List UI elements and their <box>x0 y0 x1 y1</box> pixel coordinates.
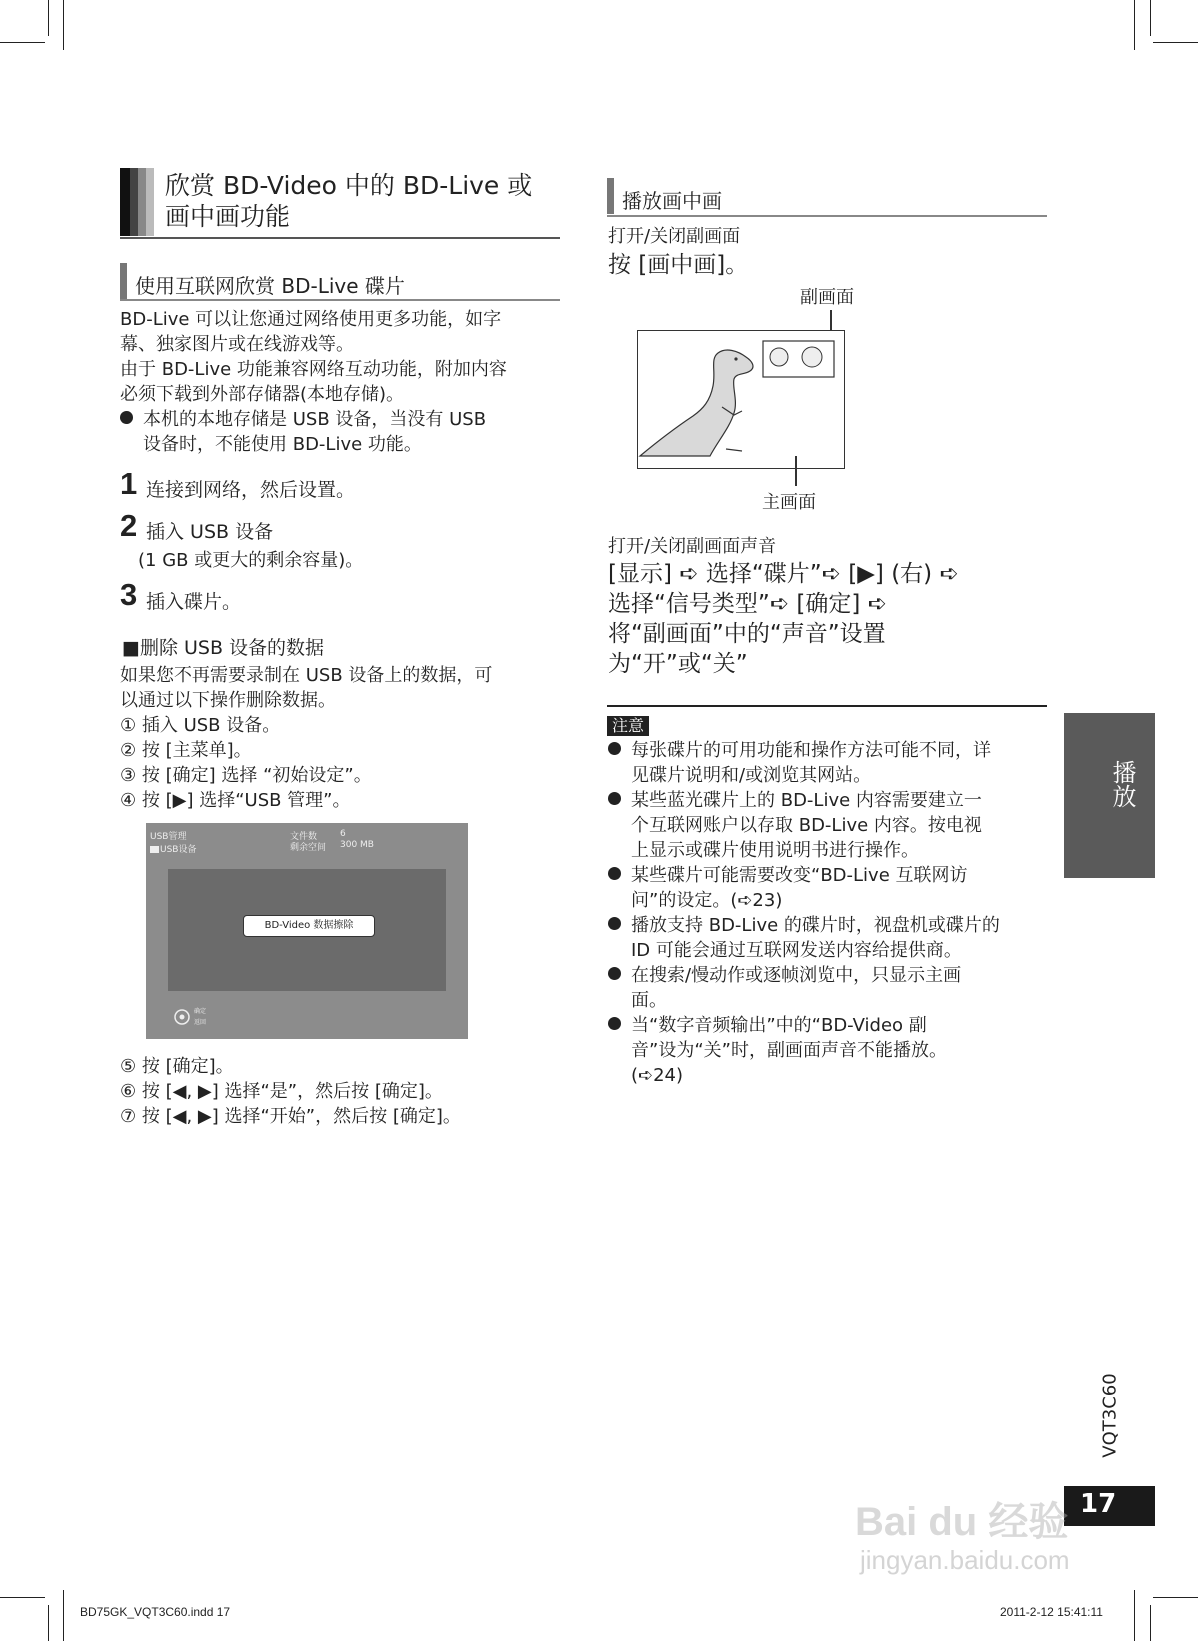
usb-device-icon <box>150 846 159 853</box>
op-item: ⑥ 按 [◀, ▶] 选择“是”，然后按 [确定]。 <box>120 1081 443 1102</box>
audio-toggle-label: 打开/关闭副画面声音 <box>608 536 777 557</box>
files-label: 文件数 <box>290 832 318 842</box>
heading-rule <box>120 237 560 239</box>
bd-video-erase-button[interactable]: BD-Video 数据擦除 <box>243 915 375 937</box>
dinosaur-illustration <box>638 331 844 468</box>
audio-instruction: [显示] ➪ 选择“碟片”➪ [▶] (右) ➪ 选择“信号类型”➪ [确定] ➪ 将“副画面”中的“声音”设置 为“开”或“关” <box>608 561 959 677</box>
watermark-url: jingyan.baidu.com <box>860 1545 1070 1575</box>
op-item: ⑦ 按 [◀, ▶] 选择“开始”，然后按 [确定]。 <box>120 1106 461 1127</box>
bullet-icon <box>608 792 621 805</box>
files-value: 6 <box>340 829 346 839</box>
note-item: 在搜索/慢动作或逐帧浏览中，只显示主画 <box>608 963 1058 988</box>
crop-mark <box>63 1590 64 1641</box>
step-text: 插入 USB 设备 <box>146 521 274 543</box>
usb-device-label: USB设备 <box>150 842 196 855</box>
heading-bar <box>146 168 154 236</box>
section-rule <box>120 299 560 301</box>
heading-bar <box>130 168 138 236</box>
space-label: 剩余空间 <box>290 843 327 853</box>
op-item: ④ 按 [▶] 选择“USB 管理”。 <box>120 790 351 811</box>
step-text: 插入碟片。 <box>146 591 242 613</box>
heading-bar <box>138 168 146 236</box>
bullet-icon <box>608 742 621 755</box>
usb-management-screen <box>146 823 468 1039</box>
sub-screen-label: 副画面 <box>800 287 854 308</box>
footer-file: BD75GK_VQT3C60.indd 17 <box>80 1605 231 1619</box>
crop-mark <box>48 0 49 36</box>
note-item: 播放支持 BD-Live 的碟片时，视盘机或碟片的 <box>608 913 1058 938</box>
delete-title: ■删除 USB 设备的数据 <box>122 637 325 659</box>
step-number: 3 <box>120 577 138 612</box>
note-badge: 注意 <box>607 716 649 736</box>
section-rule <box>607 215 1047 217</box>
step-text: 连接到网络，然后设置。 <box>146 479 356 501</box>
main-screen-label: 主画面 <box>762 492 816 513</box>
crop-mark <box>1150 0 1151 36</box>
ops-after <box>120 1054 580 1129</box>
op-item: ⑤ 按 [确定]。 <box>120 1056 234 1077</box>
note-item: 某些碟片可能需要改变“BD-Live 互联网访 <box>608 863 1058 888</box>
pip-toggle-instruction: 按 [画中画]。 <box>608 252 749 278</box>
bullet-icon <box>608 917 621 930</box>
bullet-icon <box>608 967 621 980</box>
crop-mark <box>0 1597 45 1598</box>
notes-list: 每张碟片的可用功能和操作方法可能不同，详 见碟片说明和/或浏览其网站。 某些蓝光碟片上的 BD-Live 内容需要建立一 个互联网账户以存取 BD-Live 内容。按电视 上显示或碟片使用说明书进行操作。 某些碟片可能需要改变“BD-Live 互联网访 问”的设定。(➪23) 播放支持 BD-Live 的碟片时，视盘机或碟片的 ID 可能会通过互联网发送内容给提供商。 在搜索/慢动作或逐帧浏览中，只显示主画 面。 当“数字音频输出”中的“BD-Video 副 音”设为“关”时，副画面声音不能播放。 (➪24) <box>608 738 1058 1088</box>
crop-mark <box>63 0 64 50</box>
return-label: 返回 <box>194 1019 207 1026</box>
op-item: ② 按 [主菜单]。 <box>120 740 252 761</box>
pip-toggle-label: 打开/关闭副画面 <box>608 226 741 247</box>
heading-bar <box>120 168 130 236</box>
page-title: 欣赏 BD-Video 中的 BD-Live 或 画中画功能 <box>165 171 533 231</box>
section-title: 使用互联网欣赏 BD-Live 碟片 <box>135 274 405 298</box>
crop-mark <box>1150 1605 1151 1641</box>
crop-mark <box>1153 42 1198 43</box>
bullet-icon <box>120 411 133 424</box>
crop-mark <box>1134 1590 1135 1641</box>
crop-mark <box>48 1605 49 1641</box>
section-bar <box>607 178 614 214</box>
disc-nav-icon <box>174 1009 190 1025</box>
delete-paragraph: 如果您不再需要录制在 USB 设备上的数据，可 以通过以下操作删除数据。 ① 插入 USB 设备。 ② 按 [主菜单]。 ③ 按 [确定] 选择 “初始设定”。 ④ 按 [▶] 选择“USB 管理”。 <box>120 663 570 813</box>
note-item: 某些蓝光碟片上的 BD-Live 内容需要建立一 <box>608 788 1058 813</box>
step-number: 1 <box>120 466 138 501</box>
footer-timestamp: 2011-2-12 15:41:11 <box>1000 1605 1103 1619</box>
step-subtext: (1 GB 或更大的剩余容量)。 <box>138 550 364 571</box>
space-value: 300 MB <box>340 840 374 850</box>
model-code: VQT3C60 <box>1099 1373 1121 1458</box>
crop-mark <box>0 42 45 43</box>
bullet-icon <box>608 867 621 880</box>
usb-screen-title: USB管理 <box>150 832 187 842</box>
pip-section-title: 播放画中画 <box>622 189 722 213</box>
step-number: 2 <box>120 508 138 543</box>
page-number: 17 <box>1080 1489 1117 1519</box>
pip-diagram <box>637 330 845 469</box>
watermark-logo: Bai du 经验 <box>855 1500 1069 1544</box>
ok-label: 确定 <box>194 1008 207 1015</box>
callout-line <box>795 456 797 486</box>
crop-mark <box>1134 0 1135 50</box>
crop-mark <box>1153 1597 1198 1598</box>
op-item: ① 插入 USB 设备。 <box>120 715 281 736</box>
section-bar <box>120 263 127 299</box>
notes-rule <box>607 705 1047 707</box>
note-item: 每张碟片的可用功能和操作方法可能不同，详 <box>608 738 1058 763</box>
intro-paragraph: BD-Live 可以让您通过网络使用更多功能，如字 幕、独家图片或在线游戏等。 由于 BD-Live 功能兼容网络互动功能，附加内容 必须下载到外部存储器(本地存储)。 本机的本地存储是 USB 设备，当没有 USB 设备时，不能使用 BD-Live 功能。 <box>120 307 570 457</box>
note-item: 当“数字音频输出”中的“BD-Video 副 <box>608 1013 1058 1038</box>
bullet-icon <box>608 1017 621 1030</box>
chapter-tab-label: 播放 <box>1108 760 1136 808</box>
op-item: ③ 按 [确定] 选择 “初始设定”。 <box>120 765 372 786</box>
bullet-item: 本机的本地存储是 USB 设备，当没有 USB <box>120 407 570 432</box>
